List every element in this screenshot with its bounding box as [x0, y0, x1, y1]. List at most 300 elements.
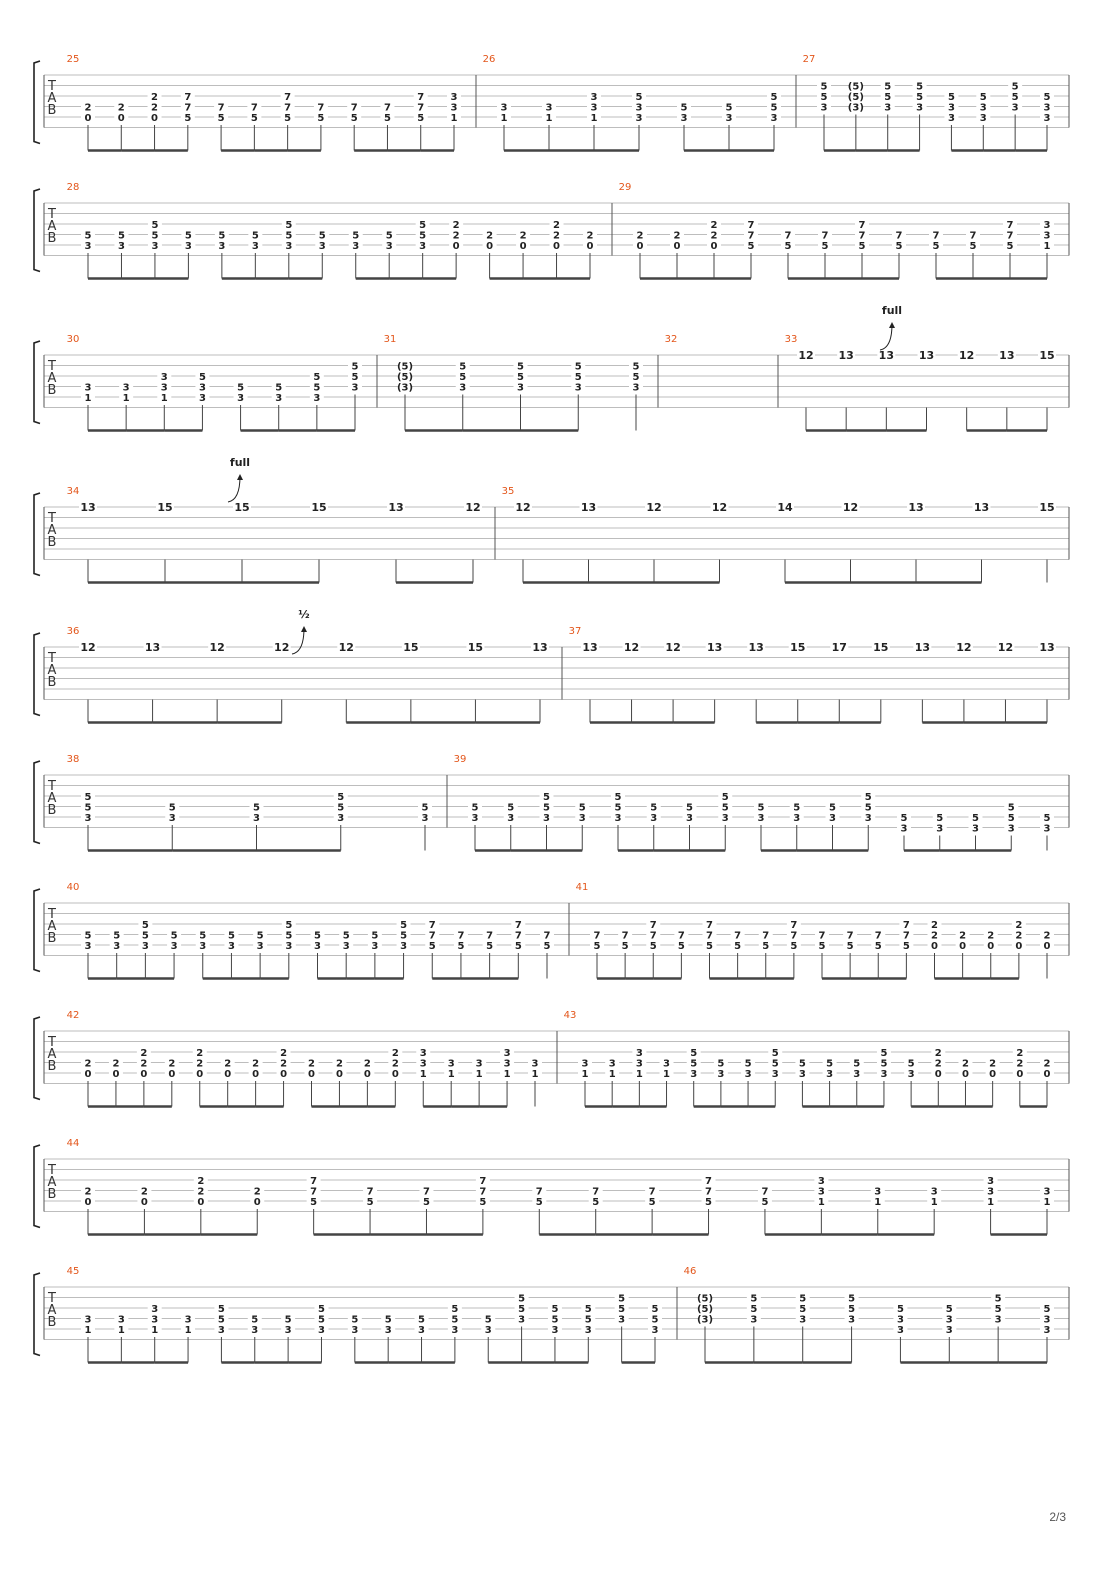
fret-number: 1 [450, 113, 458, 124]
fret-number: 15 [157, 501, 173, 514]
fret-number: 12 [646, 501, 662, 514]
fret-number: 3 [117, 1314, 125, 1326]
fret-number: 5 [574, 361, 582, 373]
fret-number: 0 [452, 241, 460, 252]
tab-clef-letter: A [47, 91, 57, 106]
fret-number: 0 [335, 1069, 343, 1080]
fret-number: 3 [285, 241, 293, 252]
fret-number: 1 [663, 1069, 671, 1080]
fret-number: 3 [848, 1314, 856, 1326]
fret-number: 5 [1043, 813, 1051, 824]
fret-number: 3 [151, 1314, 159, 1326]
fret-number: 12 [842, 501, 859, 514]
fret-number: 0 [1043, 941, 1051, 952]
fret-number: 2 [452, 220, 460, 231]
fret-number: 2 [112, 1058, 120, 1070]
fret-number: 2 [280, 1048, 288, 1059]
fret-number: 2 [710, 220, 718, 231]
fret-number: 5 [725, 102, 733, 114]
fret-number: 2 [151, 102, 159, 114]
fret-number: 7 [649, 920, 657, 931]
fret-number: 5 [479, 1197, 487, 1208]
fret-number: 3 [650, 813, 658, 824]
fret-number: 3 [632, 382, 640, 394]
fret-number: 3 [285, 941, 293, 952]
fret-number: 3 [318, 241, 326, 252]
fret-number: 5 [584, 1304, 592, 1315]
tab-clef-letter: B [47, 803, 57, 818]
fret-number: 3 [1043, 1314, 1051, 1326]
fret-number: 3 [421, 813, 429, 824]
fret-number: 3 [84, 382, 92, 394]
fret-number: 3 [84, 241, 92, 252]
fret-number: 0 [196, 1069, 204, 1080]
fret-number: 3 [198, 382, 206, 394]
fret-number: 7 [858, 230, 866, 242]
fret-number: 3 [947, 102, 955, 114]
fret-number: 5 [543, 941, 551, 952]
fret-number: 0 [989, 1069, 997, 1080]
fret-number: 5 [417, 113, 425, 124]
fret-number: 5 [649, 941, 657, 952]
tab-clef-letter: A [47, 1175, 57, 1190]
fret-number: 7 [902, 920, 910, 931]
fret-number: 5 [614, 792, 622, 803]
fret-number: 5 [351, 361, 359, 373]
fret-number: 7 [428, 920, 436, 931]
measure-number: 43 [563, 1010, 577, 1021]
fret-number: 12 [956, 641, 972, 654]
fret-number: 2 [335, 1058, 343, 1070]
fret-number: 0 [168, 1069, 176, 1080]
fret-number: 3 [351, 1325, 359, 1336]
fret-number: 5 [762, 941, 770, 952]
measure-number: 31 [383, 334, 397, 345]
fret-number: 13 [580, 501, 597, 514]
fret-number: 0 [987, 941, 995, 952]
fret-number: 5 [614, 802, 622, 814]
fret-number: 2 [253, 1186, 261, 1198]
fret-number: 5 [151, 230, 159, 242]
fret-number: 3 [721, 813, 729, 824]
bend-label: full [881, 304, 903, 317]
fret-number: 1 [475, 1069, 483, 1080]
fret-number: 5 [770, 102, 778, 114]
fret-number: 12 [959, 349, 975, 362]
fret-number: 5 [184, 113, 192, 124]
fret-number: 0 [553, 241, 561, 252]
measure-number: 28 [66, 182, 80, 193]
fret-number: 5 [750, 1304, 758, 1315]
fret-number: 5 [419, 220, 427, 231]
fret-number: 3 [979, 102, 987, 114]
fret-number: 5 [648, 1197, 656, 1208]
fret-number: 7 [790, 920, 798, 931]
fret-number: 5 [799, 1293, 807, 1305]
fret-number: 1 [635, 1069, 643, 1080]
fret-number: 5 [895, 241, 903, 252]
fret-number: 5 [902, 941, 910, 952]
measure-number: 45 [66, 1266, 80, 1277]
fret-number: 5 [864, 792, 872, 803]
fret-number: 5 [217, 1304, 225, 1315]
measure-number: 26 [482, 54, 496, 65]
fret-number: 3 [635, 102, 643, 114]
fret-number: 1 [419, 1069, 427, 1080]
fret-number: 3 [896, 1314, 904, 1326]
fret-number: 5 [251, 1314, 259, 1326]
fret-number: 13 [582, 641, 598, 654]
fret-number: 12 [623, 641, 640, 654]
system-bracket [34, 889, 40, 972]
fret-number: 5 [337, 792, 345, 803]
fret-number: 2 [486, 230, 494, 242]
fret-number: 13 [388, 501, 404, 514]
fret-number: 3 [184, 1314, 192, 1326]
fret-number: 1 [817, 1197, 825, 1208]
fret-number: 5 [721, 792, 729, 803]
page-number: 2/3 [1049, 1510, 1066, 1524]
fret-number: 3 [1043, 1186, 1051, 1198]
fret-number: 7 [747, 220, 755, 231]
tab-clef-letter: B [47, 231, 57, 246]
fret-number: 5 [141, 930, 149, 942]
fret-number: 7 [969, 230, 977, 242]
fret-number: 5 [853, 1058, 861, 1070]
fret-number: 5 [543, 792, 550, 803]
fret-number: 3 [817, 1176, 825, 1187]
system-bracket [34, 633, 40, 716]
tab-clef-letter: B [47, 1315, 57, 1330]
fret-number: 3 [518, 1314, 526, 1326]
fret-number: 2 [140, 1186, 148, 1198]
fret-number: 13 [999, 349, 1015, 362]
fret-number: 5 [1007, 802, 1015, 814]
tab-system [34, 889, 1069, 979]
fret-number: 5 [284, 1314, 292, 1326]
fret-number: 2 [117, 102, 125, 114]
fret-number: 5 [314, 930, 321, 942]
fret-number: 3 [450, 102, 458, 114]
fret-number: 17 [831, 641, 847, 654]
tab-clef-letter: A [47, 791, 57, 806]
fret-number: 5 [317, 113, 325, 124]
fret-number: 13 [908, 501, 924, 514]
fret-number: 2 [168, 1058, 176, 1070]
fret-number: 7 [457, 930, 465, 942]
fret-number: 3 [799, 1314, 807, 1326]
fret-number: 5 [518, 1304, 526, 1315]
fret-number: 3 [419, 1058, 427, 1070]
fret-number: 7 [846, 930, 854, 942]
fret-number: 5 [820, 92, 828, 103]
fret-number: 0 [84, 113, 92, 124]
fret-number: 5 [994, 1304, 1002, 1315]
fret-number: 5 [151, 220, 159, 231]
fret-number: 5 [900, 813, 908, 824]
fret-number: 13 [144, 641, 161, 654]
fret-number: 5 [518, 1293, 526, 1305]
fret-number: 3 [337, 813, 345, 824]
fret-number: 0 [1043, 1069, 1051, 1080]
fret-number: 3 [168, 813, 176, 824]
fret-number: 3 [608, 1058, 616, 1070]
fret-number: 3 [635, 1048, 643, 1059]
fret-number: (5) [847, 81, 864, 93]
fret-number: 5 [1043, 1304, 1051, 1315]
fret-number: 3 [418, 1325, 426, 1336]
fret-number: 2 [140, 1048, 148, 1059]
measure-number: 42 [66, 1010, 80, 1021]
fret-number: 7 [932, 230, 940, 242]
fret-number: 5 [651, 1304, 659, 1315]
fret-number: 5 [621, 941, 629, 952]
fret-number: 5 [880, 1058, 888, 1070]
fret-number: 3 [618, 1314, 626, 1326]
fret-number: 5 [217, 1314, 225, 1326]
fret-number: 0 [117, 113, 125, 124]
fret-number: 2 [197, 1176, 205, 1187]
fret-number: 7 [649, 930, 657, 942]
fret-number: 3 [170, 941, 178, 952]
tab-clef-letter: T [48, 207, 56, 222]
fret-number: (5) [696, 1304, 714, 1315]
measure-number: 41 [575, 882, 589, 893]
fret-number: 0 [934, 1069, 942, 1080]
fret-number: 5 [141, 920, 149, 931]
fret-number: 5 [199, 930, 207, 942]
fret-number: 3 [1007, 823, 1015, 835]
fret-number: 15 [873, 641, 889, 654]
tab-clef-letter: B [47, 675, 57, 690]
fret-number: 5 [650, 802, 658, 814]
fret-number: 3 [251, 1325, 259, 1336]
fret-number: 3 [874, 1186, 882, 1198]
fret-number: 2 [1016, 1048, 1024, 1059]
fret-number: 7 [705, 1186, 713, 1198]
fret-number: 3 [507, 813, 515, 824]
fret-number: 3 [371, 941, 379, 952]
fret-number: 2 [151, 92, 159, 103]
fret-number: 7 [790, 930, 798, 942]
fret-number: 7 [621, 930, 629, 942]
fret-number: 0 [84, 1197, 92, 1208]
measure-number: 40 [66, 882, 80, 893]
tab-clef-letter: A [47, 919, 57, 934]
fret-number: 5 [706, 941, 713, 952]
fret-number: 5 [770, 92, 778, 103]
fret-number: 5 [761, 1197, 769, 1208]
fret-number: 3 [419, 1048, 427, 1059]
fret-number: 5 [366, 1197, 374, 1208]
fret-number: 5 [618, 1304, 626, 1315]
fret-number: 3 [853, 1069, 861, 1080]
fret-number: 3 [543, 813, 550, 824]
fret-number: 5 [635, 92, 643, 103]
fret-number: 5 [907, 1058, 915, 1070]
fret-number: 7 [479, 1176, 487, 1187]
fret-number: 15 [467, 641, 484, 654]
system-bracket [34, 341, 40, 424]
tab-clef-letter: A [47, 371, 57, 386]
fret-number: 3 [545, 102, 553, 114]
fret-number: 12 [515, 501, 531, 514]
fret-number: 5 [285, 230, 293, 242]
fret-number: 5 [690, 1048, 698, 1059]
fret-number: 3 [113, 941, 121, 952]
fret-number: 2 [391, 1058, 399, 1070]
fret-number: 5 [584, 1314, 592, 1326]
fret-number: 2 [959, 930, 967, 942]
fret-number: 0 [112, 1069, 120, 1080]
fret-number: 5 [896, 1304, 904, 1315]
fret-number: (3) [696, 1314, 714, 1326]
fret-number: 3 [451, 1325, 459, 1336]
fret-number: 3 [471, 813, 479, 824]
fret-number: 12 [665, 641, 681, 654]
tab-clef-letter: T [48, 1035, 56, 1050]
fret-number: 5 [750, 1293, 758, 1305]
fret-number: 2 [1043, 1058, 1051, 1070]
fret-number: 5 [351, 372, 359, 383]
system-bracket [34, 1017, 40, 1100]
fret-number: 5 [457, 941, 465, 952]
fret-number: 3 [500, 102, 508, 114]
tab-clef-letter: B [47, 535, 57, 550]
fret-number: 15 [403, 641, 419, 654]
fret-number: 2 [586, 230, 594, 242]
fret-number: 3 [459, 382, 467, 394]
tab-clef-letter: B [47, 1059, 57, 1074]
tab-clef-letter: A [47, 1047, 57, 1062]
fret-number: 3 [1043, 1325, 1051, 1336]
fret-number: 5 [820, 81, 828, 93]
fret-number: 3 [1011, 102, 1019, 114]
fret-number: 5 [858, 241, 866, 252]
fret-number: 7 [317, 102, 325, 114]
tab-clef-letter: B [47, 383, 57, 398]
fret-number: 5 [384, 1314, 392, 1326]
fret-number: 1 [987, 1197, 995, 1208]
bend-arrowhead [889, 322, 895, 328]
fret-number: 3 [447, 1058, 455, 1070]
fret-number: 2 [1016, 1058, 1024, 1070]
system-bracket [34, 1145, 40, 1228]
bend-label: ½ [298, 608, 310, 621]
fret-number: 3 [945, 1314, 953, 1326]
fret-number: 3 [916, 102, 924, 114]
fret-number: 3 [551, 1325, 559, 1336]
fret-number: 3 [744, 1069, 752, 1080]
fret-number: 3 [900, 823, 908, 835]
fret-number: 5 [1007, 813, 1015, 824]
fret-number: 3 [750, 1314, 758, 1326]
fret-number: 3 [581, 1058, 589, 1070]
fret-number: 5 [486, 941, 494, 952]
fret-number: 7 [184, 92, 192, 103]
fret-number: 5 [686, 802, 693, 814]
fret-number: 3 [151, 1304, 159, 1315]
fret-number: 2 [391, 1048, 399, 1059]
fret-number: 15 [311, 501, 327, 514]
fret-number: 0 [84, 1069, 92, 1080]
fret-number: 5 [313, 382, 321, 394]
fret-number: 5 [632, 372, 640, 383]
fret-number: 5 [744, 1058, 752, 1070]
fret-number: 2 [252, 1058, 260, 1070]
fret-number: 7 [310, 1186, 318, 1198]
fret-number: 2 [673, 230, 681, 242]
fret-number: 3 [385, 241, 393, 252]
measure-number: 39 [453, 754, 467, 765]
fret-number: 5 [593, 941, 601, 952]
fret-number: 3 [884, 102, 892, 114]
measure-number: 44 [66, 1138, 80, 1149]
fret-number: 1 [1043, 241, 1051, 252]
fret-number: 2 [519, 230, 527, 242]
fret-number: 3 [1043, 823, 1051, 835]
fret-number: 1 [545, 113, 553, 124]
fret-number: (5) [396, 361, 414, 373]
fret-number: 3 [771, 1069, 779, 1080]
fret-number: 5 [84, 230, 92, 242]
fret-number: 5 [275, 382, 283, 394]
tab-clef-letter: B [47, 931, 57, 946]
fret-number: (5) [696, 1293, 714, 1305]
fret-number: (3) [396, 382, 414, 394]
fret-number: 5 [947, 92, 955, 103]
fret-number: 5 [799, 1304, 807, 1315]
fret-number: 5 [198, 372, 206, 383]
fret-number: 3 [798, 1069, 806, 1080]
fret-number: 1 [160, 393, 168, 404]
fret-number: 1 [531, 1069, 539, 1080]
fret-number: 3 [314, 941, 321, 952]
fret-number: 5 [318, 230, 326, 242]
fret-number: (3) [847, 102, 864, 114]
fret-number: 1 [500, 113, 508, 124]
fret-number: (5) [847, 92, 864, 103]
fret-number: 5 [113, 930, 121, 942]
fret-number: 5 [285, 930, 293, 942]
fret-number: 2 [934, 1048, 942, 1059]
fret-number: 2 [961, 1058, 969, 1070]
fret-number: 5 [864, 802, 872, 814]
fret-number: 3 [284, 1325, 292, 1336]
fret-number: 3 [198, 393, 206, 404]
fret-number: 5 [514, 941, 522, 952]
fret-number: 3 [635, 1058, 643, 1070]
fret-number: 12 [80, 641, 96, 654]
fret-number: 3 [994, 1314, 1002, 1326]
fret-number: 3 [826, 1069, 834, 1080]
fret-number: 3 [880, 1069, 888, 1080]
fret-number: 3 [475, 1058, 483, 1070]
fret-number: 5 [317, 1304, 325, 1315]
fret-number: 5 [1011, 81, 1019, 93]
fret-number: 12 [798, 349, 814, 362]
fret-number: 5 [350, 113, 358, 124]
fret-number: 5 [574, 372, 582, 383]
fret-number: 5 [551, 1314, 559, 1326]
fret-number: 7 [514, 920, 522, 931]
fret-number: 0 [197, 1197, 205, 1208]
fret-number: 2 [196, 1048, 204, 1059]
fret-number: 7 [706, 930, 713, 942]
fret-number: 7 [184, 102, 192, 114]
fret-number: 3 [864, 813, 872, 824]
fret-number: 5 [651, 1314, 659, 1326]
